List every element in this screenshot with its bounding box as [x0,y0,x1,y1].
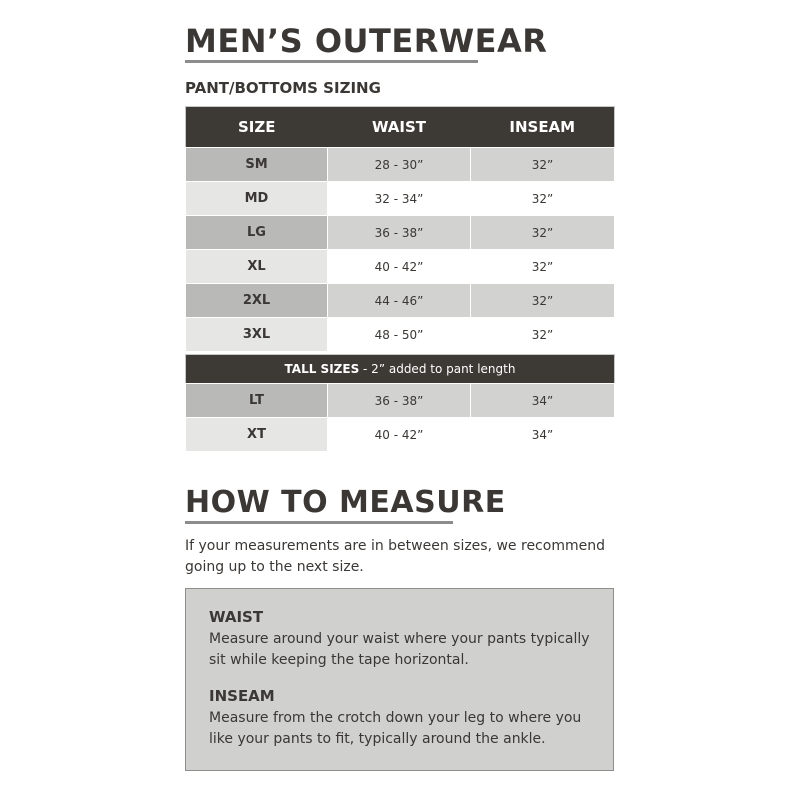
inseam-cell: 32” [471,216,615,250]
table-row [186,284,615,318]
size-cell: SM [186,148,328,182]
waist-cell: 40 - 42” [328,250,471,284]
size-cell: MD [186,182,328,216]
table-row [186,182,615,216]
table-row [186,216,615,250]
title-underline [185,60,478,63]
measure-intro: If your measurements are in between sizes, we recommend going up to the next size. [185,538,605,575]
inseam-cell: 32” [471,318,615,352]
size-cell: XT [186,418,328,452]
inseam-cell: 34” [471,384,615,418]
measure-instructions-box [185,588,614,771]
waist-cell: 36 - 38” [328,384,471,418]
inseam-cell: 32” [471,148,615,182]
waist-cell: 28 - 30” [328,148,471,182]
table-row [186,318,615,352]
inseam-cell: 32” [471,250,615,284]
inseam-cell: 34” [471,418,615,452]
inseam-description: Measure from the crotch down your leg to where you like your pants to fit, typically around the ankle. [209,710,582,747]
how-to-measure-title: HOW TO MEASURE [185,485,506,520]
waist-cell: 32 - 34” [328,182,471,216]
tall-size-table [185,354,615,452]
inseam-term: INSEAM [209,687,275,705]
size-cell: XL [186,250,328,284]
column-header-waist: WAIST [328,107,471,148]
size-cell: 2XL [186,284,328,318]
tall-sizes-note: - 2” added to pant length [359,362,516,376]
table-row [186,418,615,452]
waist-term: WAIST [209,608,264,626]
column-header-inseam: INSEAM [471,107,615,148]
tall-header-row [186,355,615,384]
waist-cell: 48 - 50” [328,318,471,352]
size-cell: LG [186,216,328,250]
section-subtitle: PANT/BOTTOMS SIZING [185,79,381,97]
tall-sizes-header [186,355,615,384]
table-row [186,250,615,284]
table-header-row [186,107,615,148]
inseam-cell: 32” [471,182,615,216]
table-row [186,384,615,418]
how-to-measure-underline [185,521,453,524]
table-row [186,148,615,182]
tall-sizes-label: TALL SIZES [284,362,360,376]
column-header-size: SIZE [186,107,328,148]
waist-cell: 36 - 38” [328,216,471,250]
size-cell: LT [186,384,328,418]
waist-cell: 40 - 42” [328,418,471,452]
inseam-cell: 32” [471,284,615,318]
waist-description: Measure around your waist where your pants typically sit while keeping the tape horizontal. [209,631,590,668]
waist-cell: 44 - 46” [328,284,471,318]
size-table [185,106,615,352]
size-cell: 3XL [186,318,328,352]
page-title: MEN’S OUTERWEAR [185,22,548,60]
